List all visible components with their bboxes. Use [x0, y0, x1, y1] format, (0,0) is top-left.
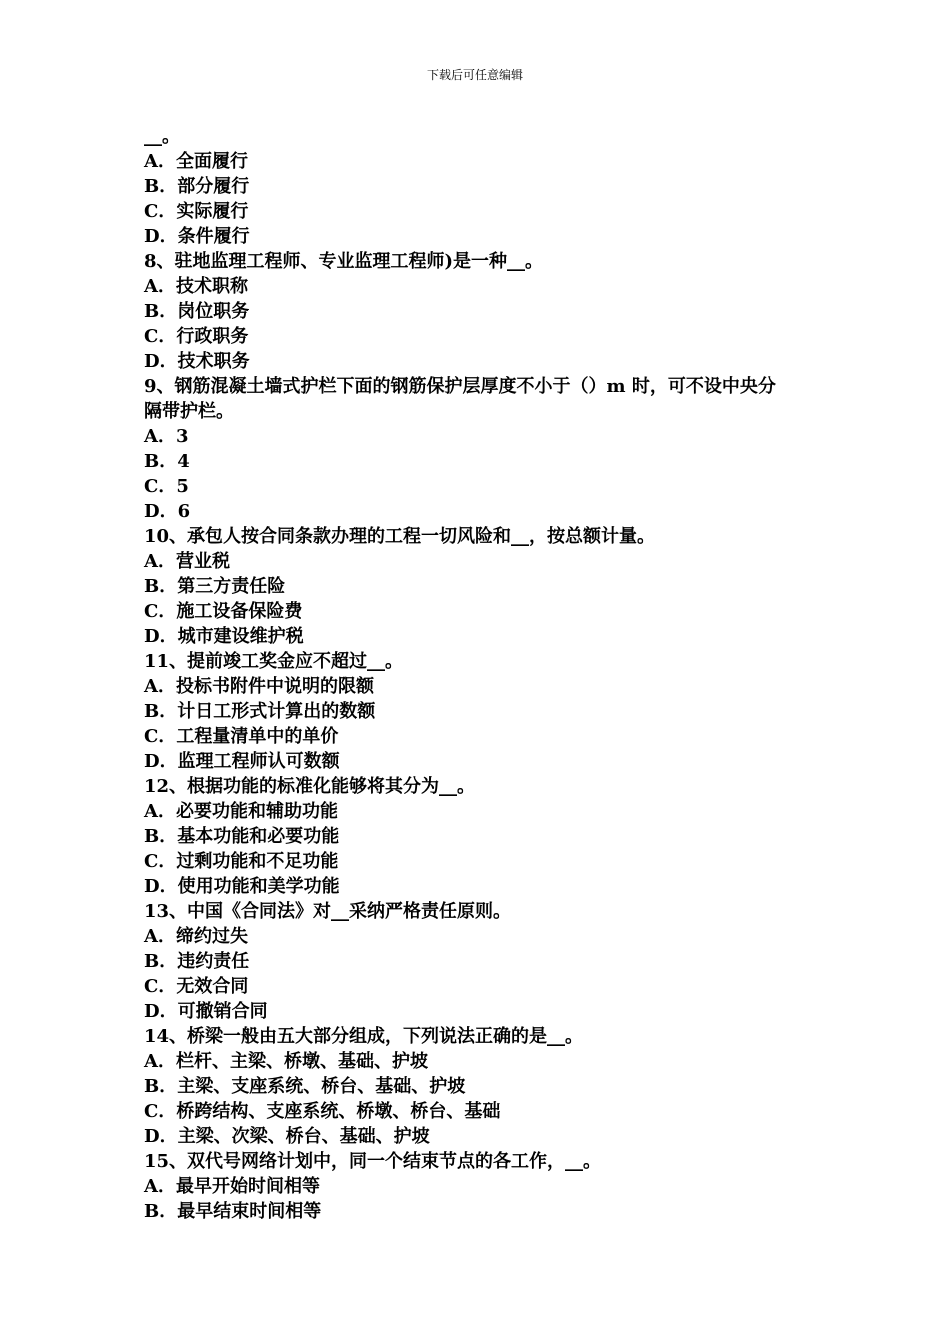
- text-line: D．条件履行: [144, 226, 250, 247]
- text-line: C．桥跨结构、支座系统、桥墩、桥台、基础: [144, 1101, 501, 1122]
- text-line: C．5: [144, 476, 189, 497]
- text-line: D．主梁、次梁、桥台、基础、护坡: [144, 1126, 430, 1147]
- text-line: D．监理工程师认可数额: [144, 751, 340, 772]
- page-header: 下载后可任意编辑: [426, 68, 523, 82]
- text-line: C．实际履行: [144, 201, 249, 222]
- text-line: 12、根据功能的标准化能够将其分为__。: [144, 776, 476, 797]
- text-line: A．栏杆、主梁、桥墩、基础、护坡: [144, 1051, 428, 1072]
- text-line: C．无效合同: [144, 976, 249, 997]
- text-line: 8、驻地监理工程师、专业监理工程师)是一种__。: [144, 251, 544, 272]
- text-line: A．投标书附件中说明的限额: [144, 676, 374, 697]
- text-line: A．必要功能和辅助功能: [144, 801, 338, 822]
- text-line: B．主梁、支座系统、桥台、基础、护坡: [144, 1076, 466, 1097]
- text-line: C．行政职务: [144, 326, 249, 347]
- document-body: [144, 124, 814, 1224]
- text-line: D．使用功能和美学功能: [144, 876, 340, 897]
- text-line: A．全面履行: [144, 151, 248, 172]
- text-line: B．计日工形式计算出的数额: [144, 701, 376, 722]
- text-line: __。: [144, 126, 180, 147]
- text-line: C．施工设备保险费: [144, 601, 303, 622]
- text-line: C．过剩功能和不足功能: [144, 851, 339, 872]
- text-line: B．岗位职务: [144, 301, 250, 322]
- text-line: 9、钢筋混凝土墙式护栏下面的钢筋保护层厚度不小于（）m 时，可不设中央分: [144, 376, 776, 397]
- text-line: D．技术职务: [144, 351, 250, 372]
- text-line: 11、提前竣工奖金应不超过__。: [144, 651, 404, 672]
- text-line: B．违约责任: [144, 951, 250, 972]
- text-line: A．技术职称: [144, 276, 248, 297]
- text-line: 14、桥梁一般由五大部分组成，下列说法正确的是__。: [144, 1026, 584, 1047]
- text-line: B．部分履行: [144, 176, 250, 197]
- text-line: 15、双代号网络计划中，同一个结束节点的各工作，__。: [144, 1151, 602, 1172]
- text-line: D．城市建设维护税: [144, 626, 304, 647]
- text-line: B．基本功能和必要功能: [144, 826, 340, 847]
- text-line: C．工程量清单中的单价: [144, 726, 339, 747]
- text-line: B．最早结束时间相等: [144, 1201, 322, 1222]
- text-line: D．可撤销合同: [144, 1001, 268, 1022]
- text-line: A．营业税: [144, 551, 230, 572]
- text-line: 10、承包人按合同条款办理的工程一切风险和__，按总额计量。: [144, 526, 656, 547]
- text-line: D．6: [144, 501, 191, 522]
- text-line: A．最早开始时间相等: [144, 1176, 320, 1197]
- text-line: B．第三方责任险: [144, 576, 286, 597]
- text-line: 隔带护栏。: [144, 401, 234, 422]
- text-line: 13、中国《合同法》对__采纳严格责任原则。: [144, 901, 512, 922]
- text-line: A．缔约过失: [144, 926, 248, 947]
- text-line: B．4: [144, 451, 190, 472]
- text-line: A．3: [144, 426, 189, 447]
